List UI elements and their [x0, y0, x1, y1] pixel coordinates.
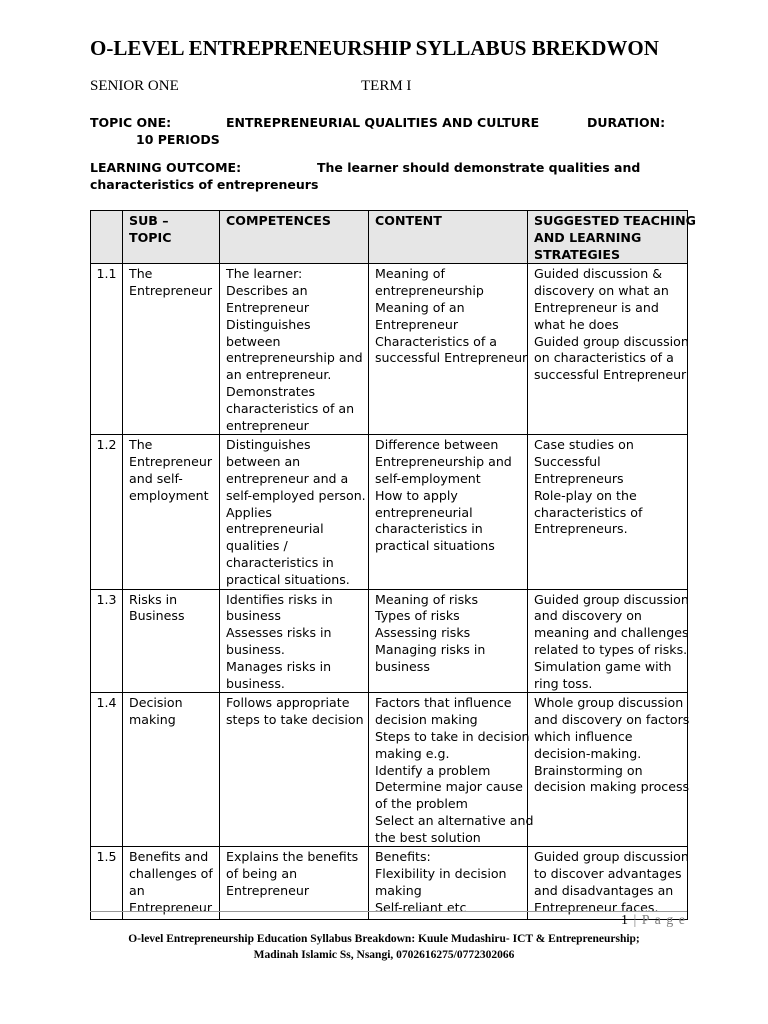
cell-line: practical situations.: [226, 571, 350, 587]
cell-line: business: [375, 658, 430, 674]
page-title: O-LEVEL ENTREPRENEURSHIP SYLLABUS BREKDWON: [90, 36, 659, 60]
cell-line: Flexibility in decision: [375, 866, 507, 882]
cell-line: and discovery on factors: [534, 712, 690, 728]
cell-line: meaning and challenges: [534, 625, 689, 641]
subtopic-cell: [123, 589, 220, 693]
page-number: [621, 913, 686, 929]
cell-line: making: [129, 712, 176, 728]
cell-line: Steps to take in decision: [375, 728, 530, 744]
cell-line: Assessing risks: [375, 625, 471, 641]
cell-line: How to apply: [375, 487, 458, 503]
cell-line: Entrepreneur faces.: [534, 899, 659, 915]
cell-line: Entrepreneur: [129, 454, 213, 470]
cell-line: business.: [226, 675, 285, 691]
cell-line: characteristics of: [534, 504, 643, 520]
cell-line: practical situations: [375, 538, 495, 554]
cell-line: Self-reliant etc: [375, 899, 467, 915]
table-row: [91, 264, 688, 435]
learning-outcome-text: The learner should demonstrate qualities and: [317, 160, 641, 175]
table-row: [91, 435, 688, 589]
competences-cell: [220, 847, 369, 920]
topic-label: TOPIC ONE:: [90, 115, 172, 130]
cell-line: Identify a problem: [375, 762, 491, 778]
cell-line: decision making: [375, 712, 478, 728]
cell-line: what he does: [534, 316, 619, 332]
cell-line: Managing risks in: [375, 641, 486, 657]
competences-cell: [220, 435, 369, 589]
cell-line: Follows appropriate: [226, 695, 350, 711]
cell-line: discovery on what an: [534, 283, 669, 299]
cell-line: Meaning of an: [375, 299, 465, 315]
cell-line: Entrepreneur: [129, 899, 213, 915]
cell-line: The learner:: [226, 266, 303, 282]
cell-line: Entrepreneur: [129, 283, 213, 299]
cell-line: entrepreneur: [226, 417, 309, 433]
cell-line: of being an: [226, 866, 298, 882]
cell-line: Benefits and: [129, 849, 209, 865]
cell-line: Entrepreneur: [375, 316, 459, 332]
cell-line: to discover advantages: [534, 866, 682, 882]
header-strategies: [528, 211, 696, 264]
page-number-value: 1: [621, 913, 629, 928]
cell-line: steps to take decision: [226, 712, 364, 728]
cell-line: Entrepreneurs: [534, 470, 624, 486]
cell-line: ring toss.: [534, 675, 593, 691]
topic-title: ENTREPRENEURIAL QUALITIES AND CULTURE: [226, 115, 540, 130]
cell-line: Difference between: [375, 437, 499, 453]
cell-line: Role-play on the: [534, 487, 637, 503]
header-content: CONTENT: [369, 211, 528, 264]
row-number: 1.2: [91, 435, 123, 589]
cell-line: Guided discussion &: [534, 266, 663, 282]
class-label: SENIOR ONE: [90, 78, 179, 94]
cell-line: of the problem: [375, 796, 468, 812]
cell-line: Meaning of: [375, 266, 445, 282]
cell-line: Assesses risks in: [226, 625, 332, 641]
cell-line: entrepreneurship and: [226, 350, 363, 366]
footer-divider: [90, 911, 687, 912]
footer-line-1: O-level Entrepreneurship Education Syllabus Breakdown: Kuule Mudashiru- ICT & Entrepreneurship;: [128, 933, 640, 945]
table-row: [91, 693, 688, 847]
content-cell: [369, 264, 528, 435]
cell-line: SUGGESTED TEACHING: [534, 213, 696, 228]
cell-line: Distinguishes: [226, 316, 311, 332]
cell-line: AND LEARNING: [534, 229, 642, 245]
cell-line: qualities /: [226, 538, 288, 554]
cell-line: Entrepreneur is and: [534, 299, 659, 315]
subtopic-cell: [123, 693, 220, 847]
cell-line: making: [375, 883, 422, 899]
cell-line: business: [226, 608, 281, 624]
strategies-cell: [528, 847, 688, 920]
content-cell: [369, 589, 528, 693]
cell-line: employment: [129, 487, 209, 503]
cell-line: Entrepreneurs.: [534, 521, 628, 537]
cell-line: Meaning of risks: [375, 591, 479, 607]
header-subtopic: SUB – TOPIC: [123, 211, 220, 264]
cell-line: Benefits:: [375, 849, 431, 865]
cell-line: Explains the benefits: [226, 849, 359, 865]
term-label: TERM I: [361, 78, 412, 94]
footer-line-2: Madinah Islamic Ss, Nsangi, 0702616275/0772302066: [253, 949, 515, 961]
cell-line: Factors that influence: [375, 695, 512, 711]
cell-line: Entrepreneurship and: [375, 454, 512, 470]
subtopic-cell: [123, 264, 220, 435]
cell-line: Identifies risks in: [226, 591, 333, 607]
row-number: 1.5: [91, 847, 123, 920]
cell-line: self-employment: [375, 470, 481, 486]
competences-cell: [220, 589, 369, 693]
cell-line: between: [226, 333, 281, 349]
cell-line: and self-: [129, 470, 183, 486]
cell-line: Guided group discussion: [534, 591, 689, 607]
header-competences: COMPETENCES: [220, 211, 369, 264]
cell-line: Characteristics of a: [375, 333, 498, 349]
cell-line: Business: [129, 608, 185, 624]
cell-line: characteristics in: [226, 554, 334, 570]
subtopic-cell: [123, 847, 220, 920]
cell-line: The: [129, 266, 153, 282]
cell-line: self-employed person.: [226, 487, 366, 503]
cell-line: characteristics in: [375, 521, 483, 537]
table-row: [91, 589, 688, 693]
table-row: [91, 847, 688, 920]
row-number: 1.4: [91, 693, 123, 847]
cell-line: successful Entrepreneur: [534, 367, 687, 383]
cell-line: making e.g.: [375, 745, 450, 761]
cell-line: the best solution: [375, 829, 481, 845]
cell-line: Decision: [129, 695, 183, 711]
cell-line: decision making process: [534, 779, 690, 795]
subtopic-cell: [123, 435, 220, 589]
cell-line: Risks in: [129, 591, 178, 607]
cell-line: Simulation game with: [534, 658, 672, 674]
cell-line: Applies: [226, 504, 272, 520]
cell-line: entrepreneurial: [226, 521, 324, 537]
cell-line: which influence: [534, 728, 633, 744]
cell-line: Manages risks in: [226, 658, 332, 674]
cell-line: Entrepreneur: [226, 883, 310, 899]
cell-line: entrepreneur and a: [226, 470, 349, 486]
cell-line: successful Entrepreneur: [375, 350, 528, 366]
cell-line: Demonstrates: [226, 383, 316, 399]
cell-line: Types of risks: [375, 608, 460, 624]
cell-line: an: [129, 883, 145, 899]
cell-line: Guided group discussion: [534, 849, 689, 865]
cell-line: entrepreneurship: [375, 283, 484, 299]
strategies-cell: [528, 435, 688, 589]
row-number: 1.1: [91, 264, 123, 435]
learning-outcome-text-continued: characteristics of entrepreneurs: [90, 177, 319, 192]
cell-line: between an: [226, 454, 301, 470]
cell-line: Brainstorming on: [534, 762, 643, 778]
cell-line: Whole group discussion: [534, 695, 684, 711]
competences-cell: [220, 693, 369, 847]
cell-line: and disadvantages an: [534, 883, 674, 899]
header-number: [91, 211, 123, 264]
cell-line: on characteristics of a: [534, 350, 674, 366]
cell-line: related to types of risks.: [534, 641, 688, 657]
syllabus-table: [90, 210, 696, 920]
duration-label: DURATION:: [587, 115, 666, 130]
learning-outcome-label: LEARNING OUTCOME:: [90, 160, 242, 175]
content-cell: [369, 847, 528, 920]
cell-line: decision-making.: [534, 745, 642, 761]
cell-line: Determine major cause: [375, 779, 523, 795]
strategies-cell: [528, 693, 688, 847]
cell-line: The: [129, 437, 153, 453]
cell-line: Entrepreneur: [226, 299, 310, 315]
table-header-row: [91, 211, 688, 264]
cell-line: Case studies on: [534, 437, 634, 453]
strategies-cell: [528, 264, 688, 435]
cell-line: characteristics of an: [226, 400, 355, 416]
strategies-cell: [528, 589, 688, 693]
cell-line: challenges of: [129, 866, 213, 882]
cell-line: an entrepreneur.: [226, 367, 332, 383]
cell-line: Describes an: [226, 283, 308, 299]
content-cell: [369, 435, 528, 589]
cell-line: Guided group discussion: [534, 333, 689, 349]
cell-line: Select an alternative and: [375, 812, 534, 828]
cell-line: business.: [226, 641, 285, 657]
row-number: 1.3: [91, 589, 123, 693]
competences-cell: [220, 264, 369, 435]
content-cell: [369, 693, 534, 847]
cell-line: Successful: [534, 454, 601, 470]
cell-line: and discovery on: [534, 608, 642, 624]
cell-line: entrepreneurial: [375, 504, 473, 520]
duration-value: 10 PERIODS: [136, 132, 220, 147]
cell-line: STRATEGIES: [534, 246, 621, 262]
page-label: | P a g e: [633, 913, 686, 928]
cell-line: Distinguishes: [226, 437, 311, 453]
